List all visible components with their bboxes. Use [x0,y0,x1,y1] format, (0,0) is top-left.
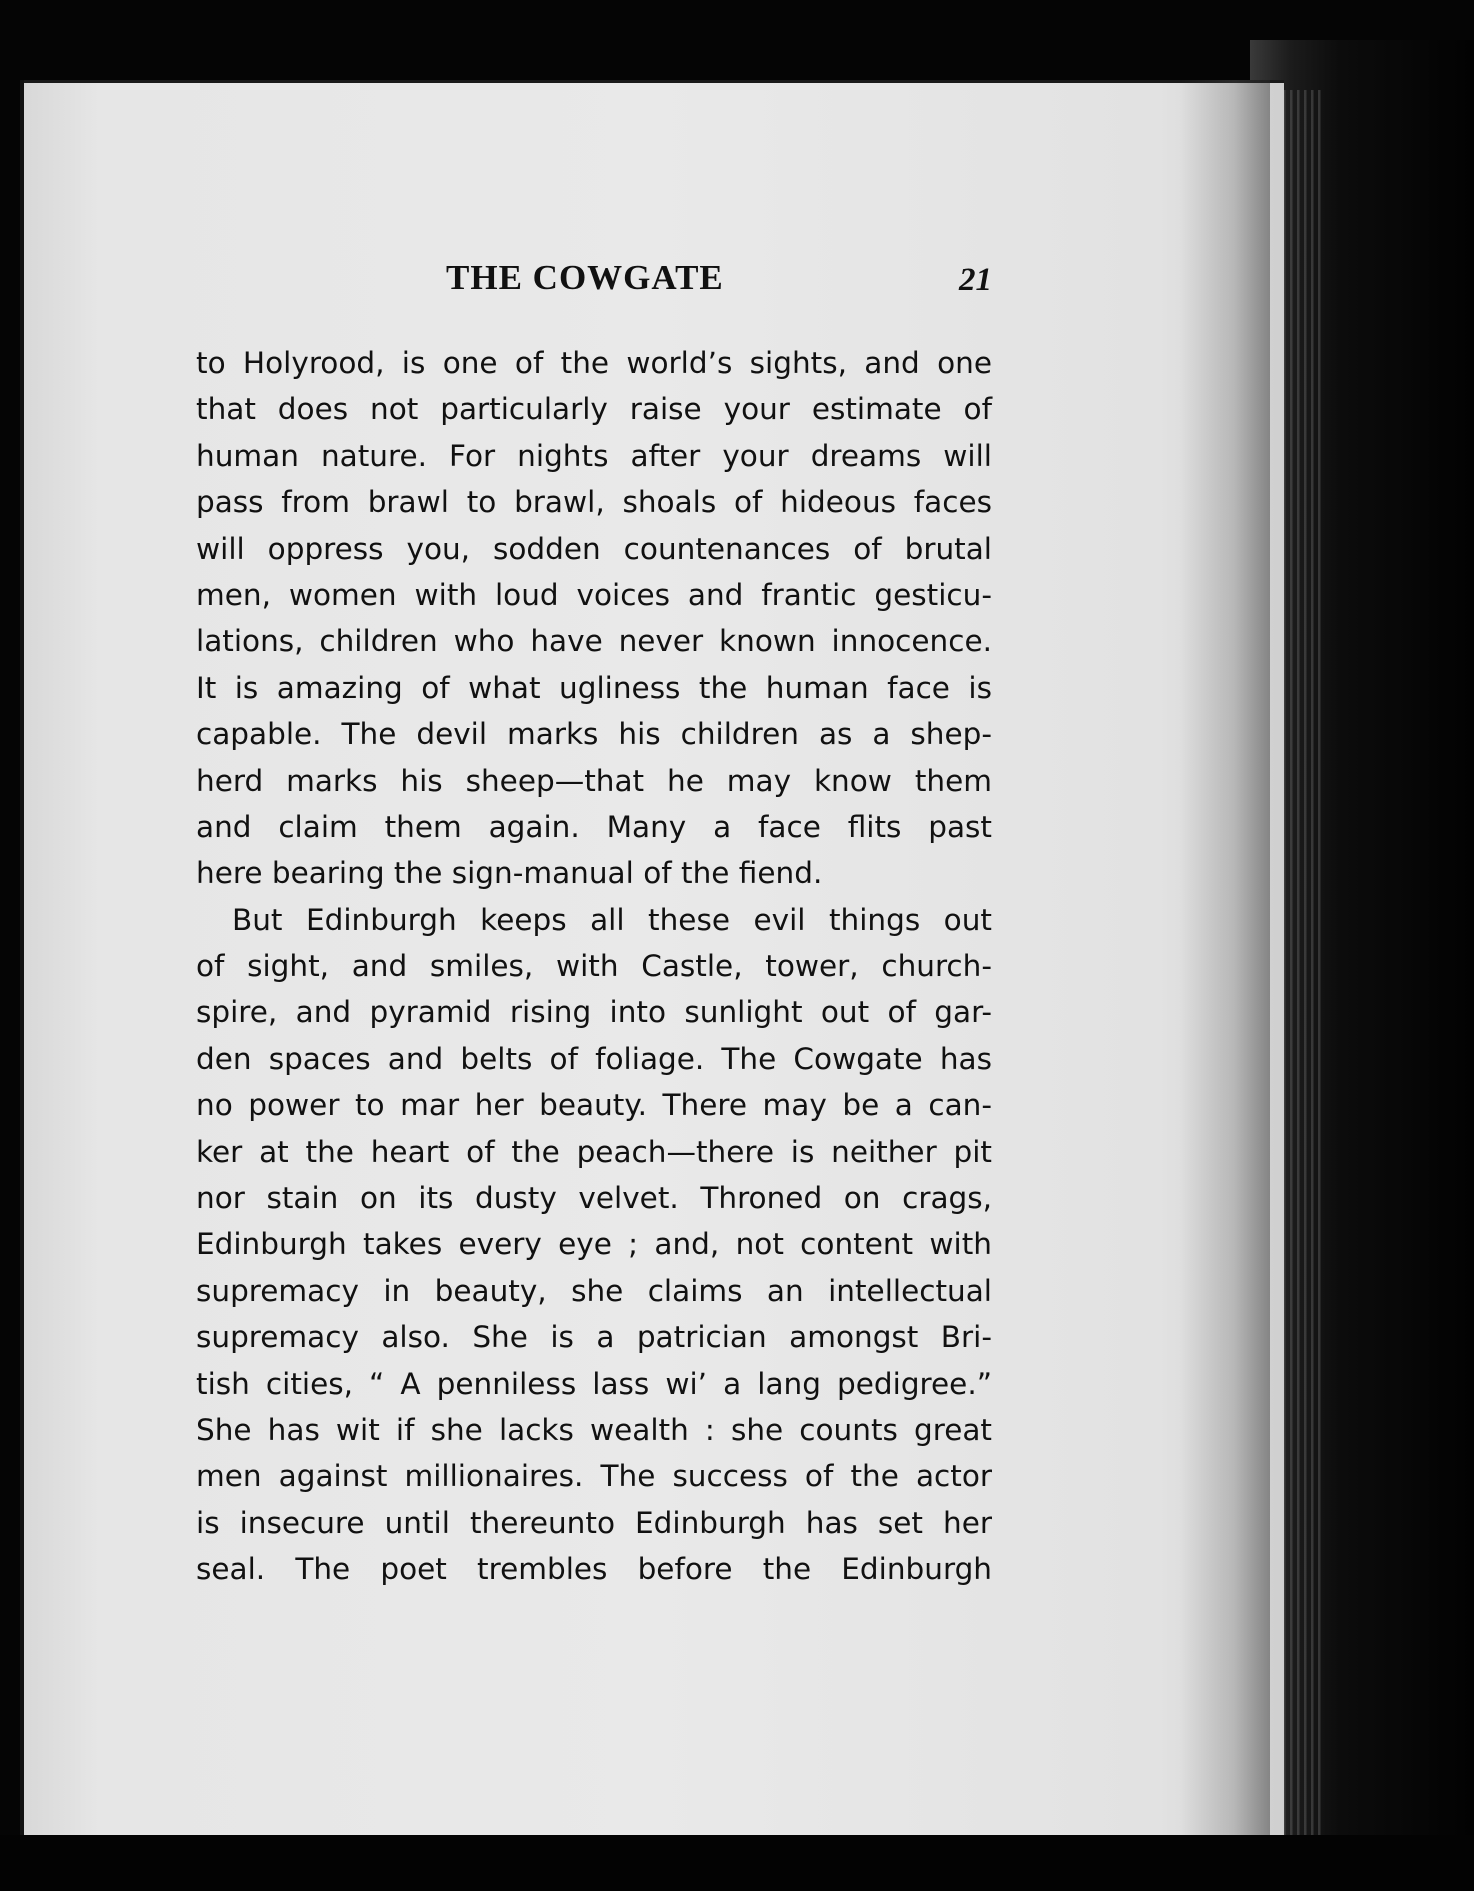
text-line: She has wit if she lacks wealth : she counts great [196,1412,992,1447]
text-line: spire, and pyramid rising into sunlight out of gar- [196,995,992,1030]
text-line: But Edinburgh keeps all these evil things out [232,902,992,937]
text-line: supremacy in beauty, she claims an intellectual [196,1273,992,1308]
text-line: herd marks his sheep—that he may know them [196,763,992,798]
bottom-scan-shadow [0,1835,1474,1891]
text-line: den spaces and belts of foliage. The Cowgate has [196,1041,992,1076]
text-line: men against millionaires. The success of the actor [196,1459,992,1494]
text-line: pass from brawl to brawl, shoals of hideous faces [196,485,992,520]
text-line: tish cities, “ A penniless lass wi’ a lang pedigree.” [196,1366,992,1401]
text-line: human nature. For nights after your dreams will [196,438,992,473]
page-header [196,258,992,308]
text-line: no power to mar her beauty. There may be a can- [196,1088,992,1123]
page-number: 21 [959,262,992,298]
text-line: seal. The poet trembles before the Edinburgh [196,1552,992,1587]
text-line: and claim them again. Many a face flits past [196,809,992,844]
text-line: Edinburgh takes every eye ; and, not content with [196,1227,992,1262]
text-line: here bearing the sign-manual of the fiend. [196,856,823,891]
text-line: lations, children who have never known innocence. [196,624,992,659]
text-line: that does not particularly raise your estimate of [196,392,992,427]
page-fold-shadow [1180,80,1270,1850]
running-head: THE COWGATE [446,258,724,297]
left-binding-line [20,80,24,1850]
text-line: supremacy also. She is a patrician amongst Bri- [196,1320,992,1355]
text-line: It is amazing of what ugliness the human face is [196,670,992,705]
text-line: capable. The devil marks his children as a shep- [196,717,992,752]
text-line: to Holyrood, is one of the world’s sights, and one [196,346,992,380]
text-line: is insecure until thereunto Edinburgh has set her [196,1505,992,1540]
text-line: of sight, and smiles, with Castle, tower, church- [196,949,992,984]
text-line: nor stain on its dusty velvet. Throned on crags, [196,1181,992,1216]
body-text [196,340,992,1593]
text-line: will oppress you, sodden countenances of brutal [196,531,992,566]
text-line: men, women with loud voices and frantic gesticu- [196,577,992,612]
text-line: ker at the heart of the peach—there is neither pit [196,1134,992,1169]
